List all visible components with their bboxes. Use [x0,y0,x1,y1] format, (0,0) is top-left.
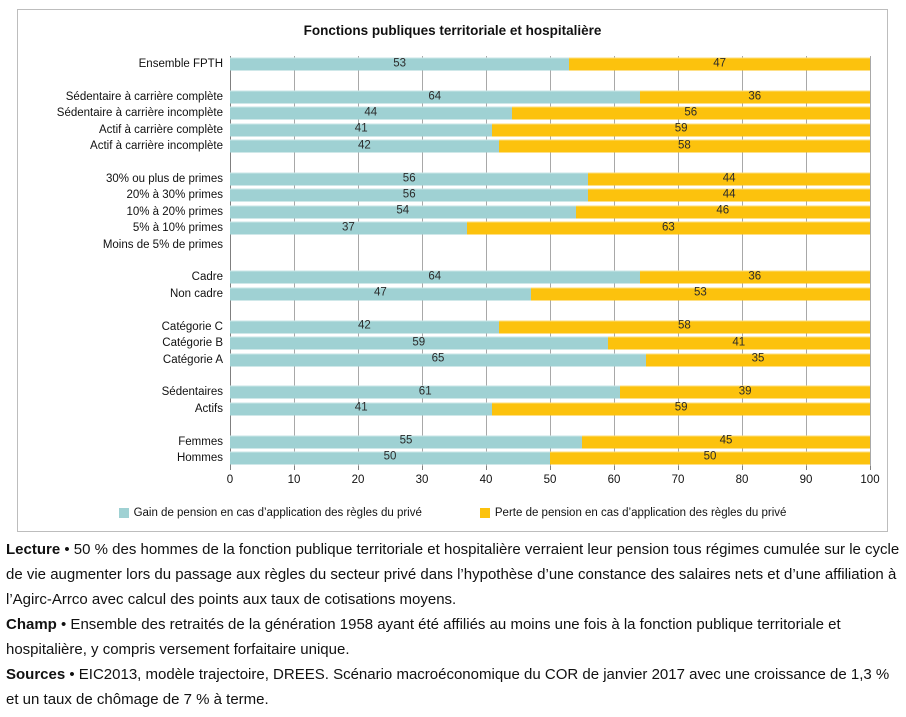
spacer-row [230,72,870,88]
x-tick [678,466,679,470]
segment-gain [230,451,550,464]
stacked-bar [230,451,870,464]
spacer-row [230,302,870,318]
segment-gain [230,320,499,333]
stacked-bar [230,402,870,415]
value-label: 42 [358,319,371,332]
category-label: Catégorie C [161,320,223,333]
segment-gain [230,107,512,120]
bar-row [90,138,870,154]
segment-gain [230,386,620,399]
legend-item-perte [480,507,787,519]
segment-gain [230,123,492,136]
bar-row [126,187,870,203]
segment-gain [230,271,640,284]
value-label: 39 [738,385,752,398]
bar-row [99,122,870,138]
category-label: Moins de 5% de primes [102,238,223,251]
x-tick [358,466,359,470]
x-tick-label: 70 [671,474,685,486]
stacked-bar [230,320,870,333]
segment-perte [640,91,870,104]
value-label: 35 [751,352,765,365]
stacked-bar [230,435,870,448]
category-label: Sédentaires [161,386,223,399]
value-label: 36 [748,270,762,283]
category-label: Cadre [191,271,223,284]
bar-row [56,105,870,121]
category-label: Ensemble FPTH [138,58,223,71]
segment-perte [576,205,870,218]
value-label: 42 [358,139,371,152]
category-label: Catégorie A [162,353,223,366]
value-label: 37 [342,221,355,234]
legend [18,507,887,519]
legend-label-gain: Gain de pension en cas d’application des règles du privé [133,507,422,519]
spacer-row [230,417,870,433]
x-tick [550,466,551,470]
value-label: 64 [428,90,442,103]
bar-row [178,433,870,449]
stacked-bar [230,271,870,284]
category-label: Non cadre [169,287,223,300]
segment-gain [230,205,576,218]
segment-gain [230,287,531,300]
value-label: 41 [354,122,368,135]
segment-gain [230,402,492,415]
segment-perte [499,140,870,153]
stacked-bar [230,140,870,153]
segment-perte [640,271,870,284]
value-label: 65 [431,352,445,365]
value-label: 59 [674,401,688,414]
spacer-row [230,154,870,170]
bar-row [106,171,870,187]
category-label: Sédentaire à carrière incomplète [56,107,223,120]
note-champ-label: Champ [6,616,57,633]
segment-perte [467,222,870,235]
legend-swatch-perte-icon [480,508,490,518]
category-label: 20% à 30% primes [126,189,223,202]
segment-gain [230,337,608,350]
category-label: Hommes [176,451,223,464]
stacked-bar [230,189,870,202]
x-tick [486,466,487,470]
segment-gain [230,58,569,71]
segment-gain [230,189,588,202]
stacked-bar [230,107,870,120]
legend-swatch-gain-icon [119,508,129,518]
value-label: 56 [402,188,416,201]
category-label: Sédentaire à carrière complète [65,91,223,104]
bar-row [191,269,870,285]
note-champ [6,612,901,662]
stacked-bar [230,123,870,136]
segment-gain [230,353,646,366]
spacer-row [230,368,870,384]
category-label: Actifs [194,402,223,415]
x-tick-label: 80 [735,474,749,486]
stacked-bar [230,386,870,399]
x-tick-label: 100 [860,474,880,486]
x-tick [614,466,615,470]
x-tick-label: 50 [543,474,557,486]
value-label: 59 [412,336,426,349]
stacked-bar [230,173,870,186]
stacked-bar [230,287,870,300]
value-label: 41 [354,401,368,414]
value-label: 36 [748,90,762,103]
note-lecture [6,537,901,612]
value-label: 41 [732,336,746,349]
value-label: 58 [677,139,691,152]
x-tick [294,466,295,470]
segment-perte [588,189,870,202]
value-label: 61 [418,385,432,398]
bar-row [169,286,870,302]
value-label: 50 [703,450,717,463]
bar-rows [56,56,870,466]
bar-row [161,319,870,335]
spacer-row [230,253,870,269]
x-tick-label: 30 [415,474,429,486]
bar-row [132,220,870,236]
stacked-bar [230,205,870,218]
x-axis [226,466,880,494]
category-label: 30% ou plus de primes [106,173,223,186]
value-label: 59 [674,122,688,135]
note-sources-text: • EIC2013, modèle trajectoire, DREES. Scénario macroéconomique du COR de janvier 2017 avec une croissance de 1,3 % et un taux de chômage de 7 % à terme. [6,666,890,708]
segment-perte [620,386,870,399]
note-lecture-label: Lecture [6,541,61,558]
segment-perte [569,58,870,71]
x-tick [870,466,871,470]
stacked-bar [230,337,870,350]
segment-perte [646,353,870,366]
segment-perte [492,402,870,415]
note-lecture-text: • 50 % des hommes de la fonction publique territoriale et hospitalière verraient leur pension tous régimes cumulée sur le cycle de vie augmenter lors du passage aux règles du secteur privé dans l’hypothèse d’une constance des salaires nets et d’une affiliation à l’Agirc-Arrco avec calcul des points aux taux de cotisations moyens. [6,541,900,608]
bar-row [162,335,870,351]
segment-perte [531,287,870,300]
segment-perte [512,107,870,120]
x-tick-label: 60 [607,474,621,486]
segment-perte [492,123,870,136]
value-label: 63 [661,221,675,234]
x-tick [230,466,231,470]
value-label: 47 [713,57,726,70]
note-sources-label: Sources [6,666,66,683]
bar-row [65,89,870,105]
bar-row [102,236,870,252]
x-tick-label: 40 [479,474,493,486]
segment-perte [582,435,870,448]
value-label: 58 [677,319,691,332]
value-label: 45 [719,434,733,447]
legend-item-gain [119,507,422,519]
segment-gain [230,173,588,186]
segment-gain [230,222,467,235]
value-label: 50 [383,450,397,463]
value-label: 44 [364,106,378,119]
segment-perte [550,451,870,464]
segment-gain [230,140,499,153]
category-label: Actif à carrière complète [99,123,223,136]
chart-title: Fonctions publiques territoriale et hospitalière [303,23,602,38]
legend-label-perte: Perte de pension en cas d’application des règles du privé [494,507,787,519]
value-label: 56 [402,172,416,185]
bar-row [126,204,870,220]
category-label: Catégorie B [162,337,223,350]
x-tick-label: 10 [287,474,301,486]
stacked-bar [230,91,870,104]
category-label: 5% à 10% primes [132,222,223,235]
plot-area [56,56,870,466]
gridline [870,56,871,466]
segment-perte [588,173,870,186]
bar-row [176,450,870,466]
x-tick [806,466,807,470]
note-sources [6,662,901,712]
x-tick [422,466,423,470]
bar-row [138,56,870,72]
bar-row [162,351,870,367]
footnotes [6,537,901,712]
stacked-bar [230,58,870,71]
category-label: 10% à 20% primes [126,205,223,218]
value-label: 53 [693,286,707,299]
segment-perte [499,320,870,333]
value-label: 46 [716,204,730,217]
bar-row [161,384,870,400]
stacked-bar [230,353,870,366]
bar-row [194,401,870,417]
value-label: 44 [722,172,736,185]
value-label: 55 [399,434,413,447]
x-tick [742,466,743,470]
x-tick-label: 90 [799,474,813,486]
x-tick-label: 0 [226,474,234,486]
x-tick-label: 20 [351,474,365,486]
segment-gain [230,435,582,448]
stacked-bar [230,222,870,235]
category-label: Actif à carrière incomplète [90,140,223,153]
segment-perte [608,337,870,350]
value-label: 56 [684,106,698,119]
value-label: 54 [396,204,410,217]
chart-figure [17,9,888,532]
value-label: 64 [428,270,442,283]
value-label: 44 [722,188,736,201]
value-label: 53 [393,57,406,70]
value-label: 47 [374,286,387,299]
category-label: Femmes [178,435,223,448]
segment-gain [230,91,640,104]
note-champ-text: • Ensemble des retraités de la génération 1958 ayant été affiliés au moins une fois à la fonction publique territoriale et hospitalière, y compris versement forfaitaire unique. [6,616,841,658]
